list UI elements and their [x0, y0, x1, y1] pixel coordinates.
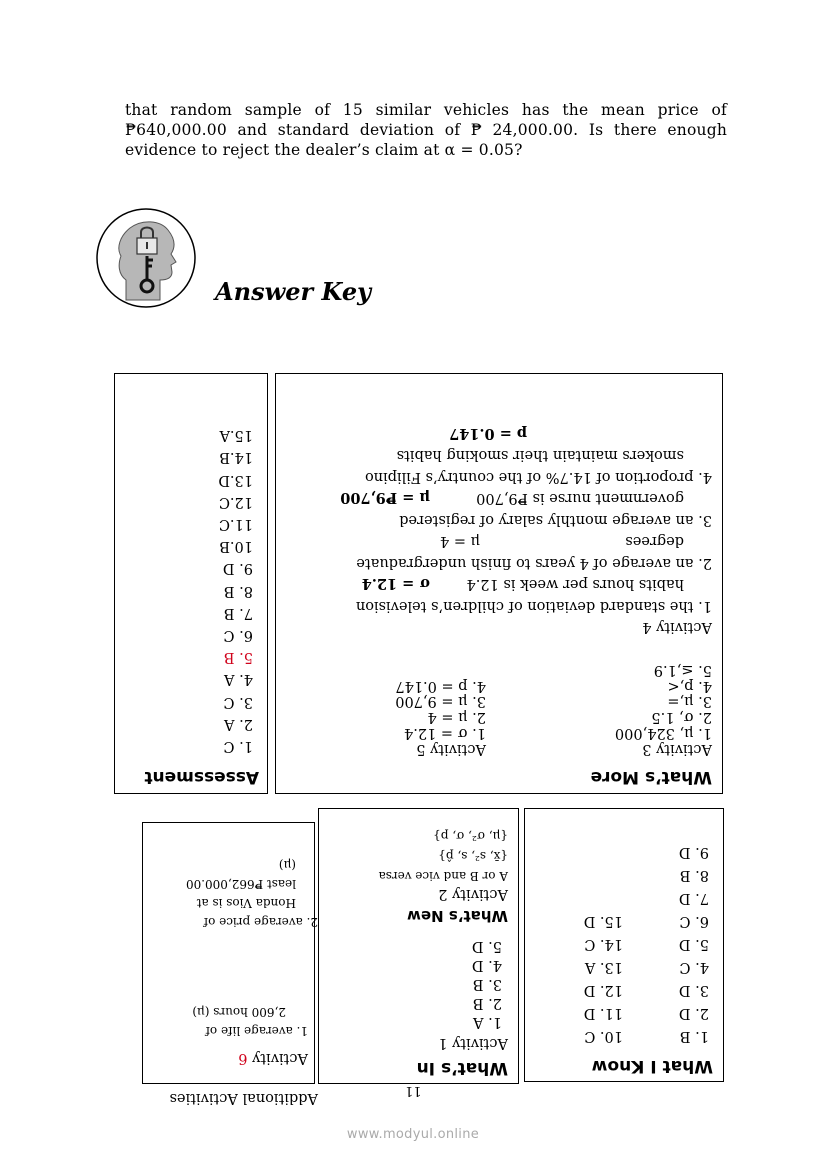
activity4-title: Activity 4 — [642, 619, 712, 635]
list-item: 1. average life of — [205, 1024, 308, 1038]
sample-statistics-set: {x̄, s², s, p̂} — [438, 849, 508, 863]
list-item: 4. p,< — [667, 677, 712, 694]
what-i-know-box — [524, 808, 724, 1082]
what-i-know-col2 — [584, 909, 623, 1047]
list-item: 13.D — [218, 471, 253, 488]
list-item: 4. p = 0.147 — [395, 677, 486, 694]
activity3-list — [615, 661, 712, 740]
whats-more-box — [275, 373, 723, 794]
assessment-list — [218, 424, 253, 757]
additional-activities-heading: Additional Activities — [169, 1090, 318, 1106]
assessment-box — [114, 373, 268, 794]
list-item: 5. ≤,1.9 — [653, 661, 712, 678]
whats-in-box — [318, 808, 519, 1084]
list-item: 15.A — [219, 427, 253, 444]
list-item: 10.B — [219, 538, 253, 555]
list-item: 3. C — [223, 693, 253, 710]
list-item: 14. C — [584, 936, 623, 952]
list-item: 7. D — [678, 890, 709, 906]
list-item: 1. A — [473, 1014, 502, 1030]
additional-item-2 — [186, 855, 318, 931]
list-item: 5. D — [471, 938, 502, 954]
list-item: 8. B — [223, 582, 253, 599]
list-item: 7. B — [223, 604, 253, 621]
list-item: smokers maintain their smoking habits — [396, 447, 684, 464]
list-item: 2. average price of — [203, 915, 318, 929]
list-item: 6. C — [679, 913, 709, 929]
page-number: 11 — [405, 1083, 422, 1098]
answer-key-title: Answer Key — [215, 277, 372, 306]
list-item: 12.C — [218, 493, 253, 510]
whats-in-heading: What’s In — [416, 1058, 508, 1078]
list-item: 11. D — [583, 1005, 623, 1021]
sigma-answer: σ = 12.4 — [361, 575, 430, 593]
list-item: 2. μ = 4 — [427, 709, 486, 726]
additional-item-1 — [192, 1002, 308, 1040]
list-item: 10. C — [584, 1028, 623, 1044]
list-item: 1. C — [223, 738, 253, 754]
population-parameters-set: {μ, σ², σ, p} — [433, 829, 508, 843]
activity4-list — [292, 423, 712, 617]
salary-answer: μ = ₱9,700 — [340, 489, 430, 507]
list-item: 3. B — [472, 976, 502, 992]
list-item: 4. A — [224, 671, 253, 688]
list-item: government nurse is ₱9,700 — [476, 490, 684, 507]
list-item: 9. D — [222, 560, 253, 577]
assessment-heading: Assessment — [144, 767, 259, 787]
list-item: 2. D — [678, 1005, 709, 1021]
what-i-know-col1 — [679, 840, 709, 1047]
list-item: 3. an average monthly salary of registered — [399, 512, 712, 528]
list-item: 4. D — [471, 957, 502, 973]
list-item: 2. an average of 4 years to finish undergraduate — [356, 555, 712, 571]
list-item: 1. μ, 324,000 — [614, 725, 712, 741]
list-item: 4. C — [679, 959, 709, 975]
list-item: 1. σ = 12.4 — [404, 725, 486, 741]
list-item: 6. C — [223, 626, 253, 643]
activity2-title: Activity 2 — [438, 886, 508, 902]
list-item: 5. B — [223, 649, 253, 666]
additional-activities-box — [142, 822, 318, 1106]
list-item: 1. B — [679, 1028, 709, 1044]
list-item: 12. D — [583, 982, 623, 998]
what-i-know-heading: What I Know — [591, 1056, 713, 1076]
activity5-title: Activity 5 — [416, 741, 486, 757]
list-item: 2. A — [224, 715, 253, 732]
list-item: 2. B — [472, 995, 502, 1011]
activity6-label: Activity — [252, 1050, 308, 1066]
activity3-title: Activity 3 — [642, 741, 712, 757]
activity1-title: Activity 1 — [438, 1035, 508, 1051]
list-item: 15. D — [583, 913, 623, 929]
list-item: 8. B — [679, 867, 709, 883]
list-item: habits hours per week is 12.4 — [466, 576, 684, 593]
list-item: 13. A — [584, 959, 623, 975]
list-item: 3. μ,= — [667, 693, 712, 710]
intro-paragraph: that random sample of 15 similar vehicles has the mean price of ₱640,000.00 and standard deviation of ₱ 24,000.00. Is there enough evidence to reject the dealer’s claim at α = 0.05? — [125, 101, 727, 159]
head-key-lock-icon — [96, 208, 196, 308]
whats-new-heading: What’s New — [407, 907, 508, 925]
list-item: Honda Vios is at — [196, 896, 296, 910]
list-item: 4. proportion of 14.7% of the country’s Filipino — [364, 469, 712, 485]
list-item: 5. D — [678, 936, 709, 952]
proportion-answer: p = 0.147 — [449, 425, 527, 442]
list-item: least ₱662,000.00 — [185, 877, 296, 891]
activity2-line: A or B and vice versa — [378, 869, 508, 883]
list-item: 3. D — [678, 982, 709, 998]
list-item: 14.B — [219, 449, 253, 466]
list-item: 3. μ = 9,700 — [395, 693, 486, 710]
activity6-number: 6 — [238, 1050, 248, 1066]
mu-answer: μ = 4 — [439, 533, 480, 550]
list-item: degrees — [625, 533, 684, 550]
activity1-list — [472, 936, 502, 1031]
list-item: 1. the standard deviation of children’s television — [355, 598, 712, 614]
list-item: 2. σ, 1.5 — [651, 709, 712, 726]
list-item: 11.C — [218, 515, 253, 532]
footer-watermark: www.modyul.online — [346, 1127, 480, 1142]
list-item: 9. D — [678, 844, 709, 860]
whats-more-heading: What’s More — [590, 767, 712, 787]
list-item: (μ) — [278, 858, 296, 872]
list-item: 2,600 hours (μ) — [192, 1005, 286, 1019]
activity5-list — [395, 677, 486, 740]
